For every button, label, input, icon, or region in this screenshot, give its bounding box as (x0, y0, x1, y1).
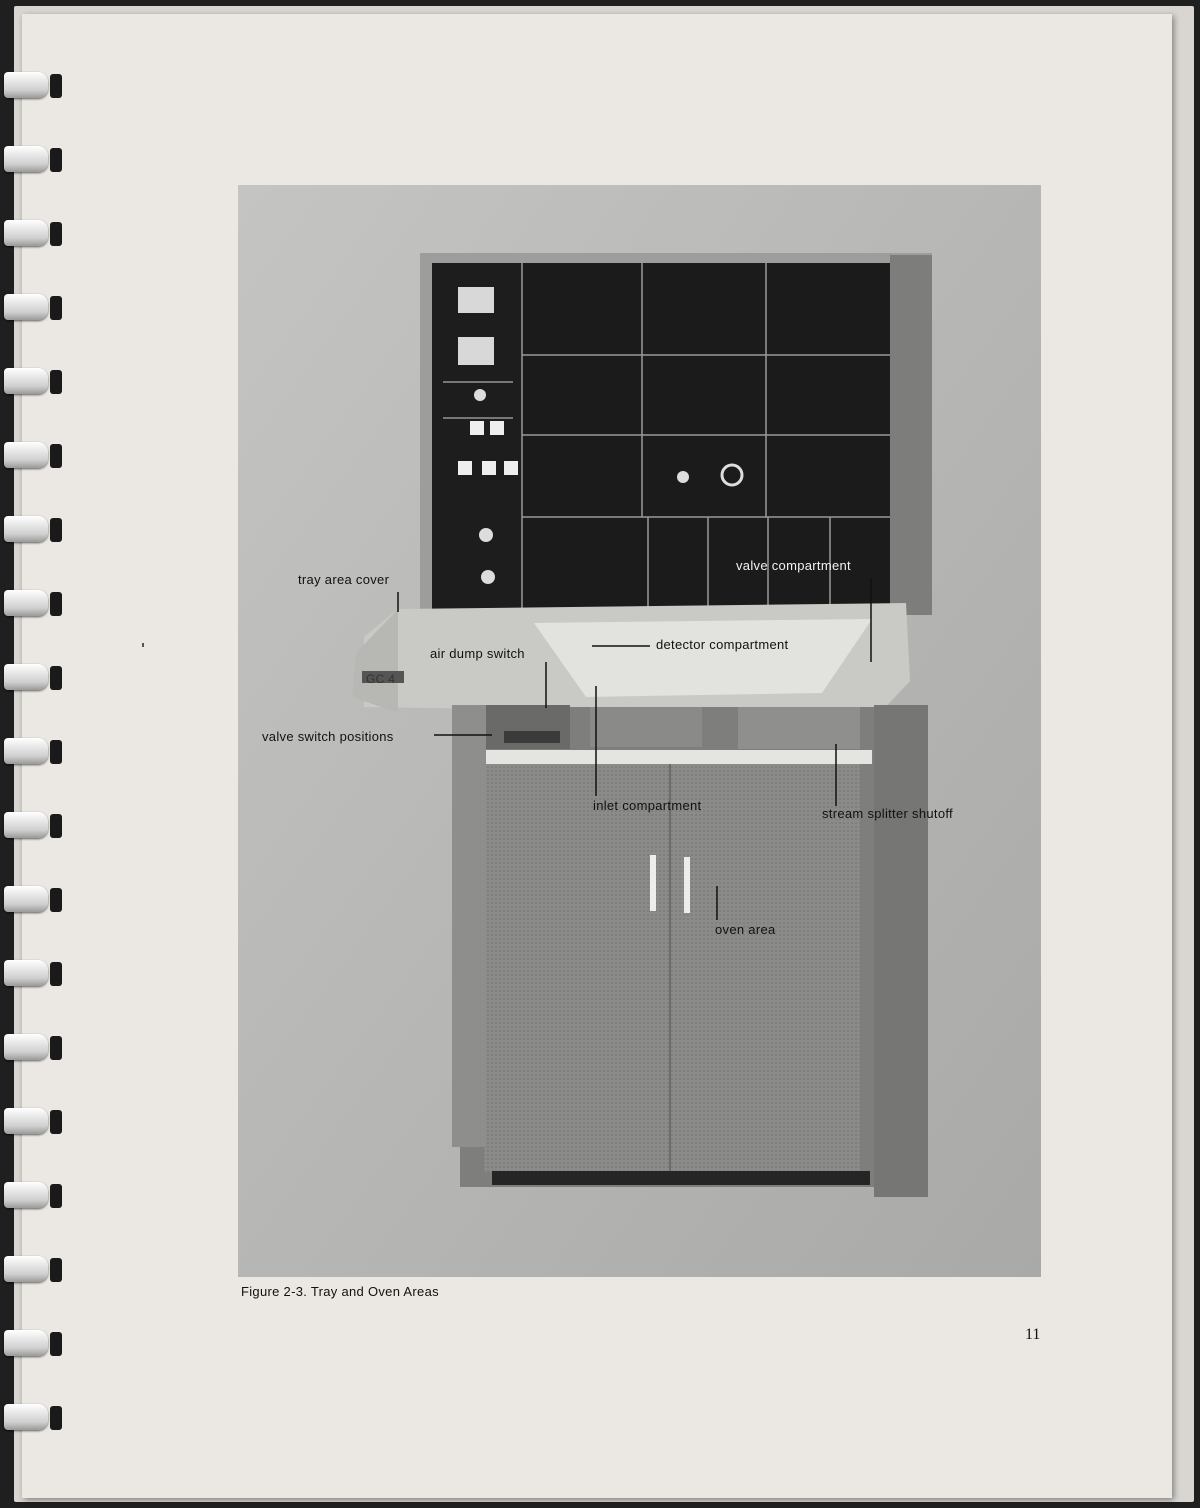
callout-oven-area: oven area (715, 922, 776, 937)
callout-valve-compartment: valve compartment (736, 558, 851, 573)
callout-valve-switch-positions: valve switch positions (262, 729, 394, 744)
callout-stream-splitter-shutoff: stream splitter shutoff (822, 806, 953, 821)
model-badge: GC 4 (366, 672, 396, 686)
callout-inlet-compartment: inlet compartment (593, 798, 702, 813)
callout-tray-area-cover: tray area cover (298, 572, 390, 587)
figure-caption: Figure 2-3. Tray and Oven Areas (241, 1284, 439, 1299)
page-number: 11 (1025, 1326, 1041, 1343)
callout-detector-compartment: detector compartment (656, 637, 789, 652)
callout-air-dump-switch: air dump switch (430, 646, 525, 661)
